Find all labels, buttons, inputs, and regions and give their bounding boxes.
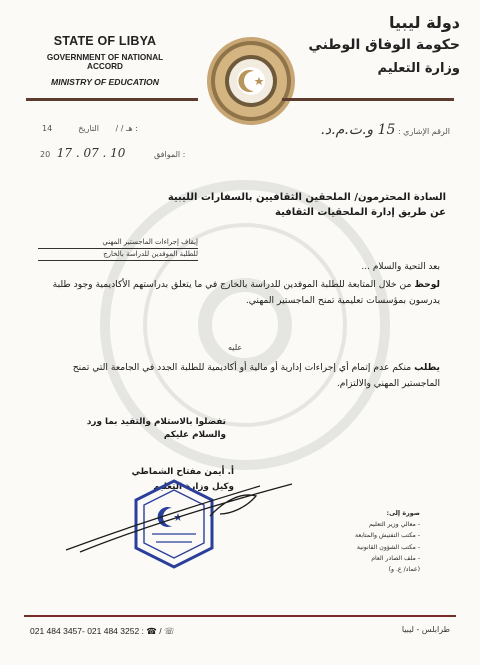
- gregorian-date: [40, 146, 185, 160]
- state-name-ar: دولة ليبيا: [388, 13, 460, 32]
- paragraph-1: [40, 277, 440, 309]
- copies-to: [300, 508, 420, 575]
- hijri-suffix: 14هـ: [42, 124, 133, 133]
- greeting: بعد التحية والسلام ...: [361, 262, 440, 272]
- government-name-ar: حكومة الوفاق الوطني: [308, 37, 460, 53]
- closing: [26, 416, 226, 442]
- state-name-en: STATE OF LIBYA: [53, 34, 157, 48]
- reference-value: 15 و.ت.م.د.: [320, 122, 396, 138]
- copies-item: - معالي وزير التعليم: [369, 521, 420, 529]
- reference-label: الرقم الإشاري :: [397, 127, 450, 136]
- arabic-letterhead: [300, 12, 460, 82]
- footer-phones: 021 484 3457- 021 484 3252 : ☎ / ☏: [30, 626, 175, 636]
- subject-line-2: للطلبة الموفدين للدراسة بالخارج: [38, 249, 198, 261]
- closing-line-2: والسلام عليكم: [163, 430, 226, 440]
- copies-item: - مكتب التفتيش والمتابعة: [355, 532, 420, 540]
- paragraph-1-lead: لوحظ: [414, 279, 440, 290]
- paragraph-1-text: من خلال المتابعة للطلبة الموفدين للدراسة بالخارج في ما يتعلق بدراستهم الأكاديمية وجود طلبة يدرسون بمؤسسات تعليمية تمنح الماجستير المهني.: [52, 279, 440, 306]
- therefore-word: عليه: [228, 343, 243, 352]
- paragraph-2-lead: يطلب: [414, 362, 440, 373]
- government-name-en: GOVERNMENT OF NATIONAL ACCORD: [46, 53, 164, 71]
- addressee-line-1: السادة المحترمون/ الملحقين الثقافيين بالسفارات الليبية: [167, 192, 446, 203]
- subject-line-1: إيقاف إجراءات الماجستير المهني: [38, 237, 198, 249]
- greg-label: الموافق :: [153, 150, 186, 159]
- ministry-name-en: MINISTRY OF EDUCATION: [51, 77, 159, 87]
- closing-line-1: تفضلوا بالاستلام والتقيد بما ورد: [86, 417, 226, 427]
- subject: [38, 237, 198, 261]
- copies-item: - مكتب الشؤون القانونية: [356, 543, 420, 551]
- addressee: [46, 190, 446, 220]
- copies-item: - ملف الصادر العام: [371, 554, 420, 562]
- greg-value: 17 . 07 . 10: [56, 146, 126, 160]
- header-rule-right: [282, 98, 454, 101]
- paragraph-2-text: منكم عدم إتمام أي إجراءات إدارية أو مالية أو أكاديمية للطلبة الجدد في الجامعة التي تمنح الماجستير المهني والالتزام.: [72, 362, 440, 389]
- ministry-emblem: [206, 36, 296, 126]
- header-rule-left: [26, 98, 198, 101]
- signatory-name: أ. أيمن مفتاح الشماطي: [131, 467, 234, 477]
- date-label: التاريخ :: [78, 124, 138, 133]
- english-letterhead: [30, 34, 180, 87]
- handwritten-signature: [60, 470, 300, 560]
- hijri-blank: / /: [115, 124, 124, 133]
- footer-city: طرابلس - ليبيا: [401, 625, 450, 634]
- signatory-title: وكيل وزارة التعليم: [153, 482, 234, 492]
- addressee-line-2: عن طريق إدارة الملحقيات الثقافية: [275, 207, 446, 218]
- copies-item: (عماد/ ع. و): [388, 566, 420, 574]
- ministry-name-ar: وزارة التعليم: [377, 61, 460, 76]
- copies-heading: صورة إلى:: [386, 509, 420, 517]
- reference-number: [320, 122, 450, 138]
- paragraph-2: [40, 360, 440, 392]
- hijri-date: [42, 124, 138, 133]
- footer-rule: [24, 615, 456, 617]
- greg-prefix: 20: [40, 150, 51, 159]
